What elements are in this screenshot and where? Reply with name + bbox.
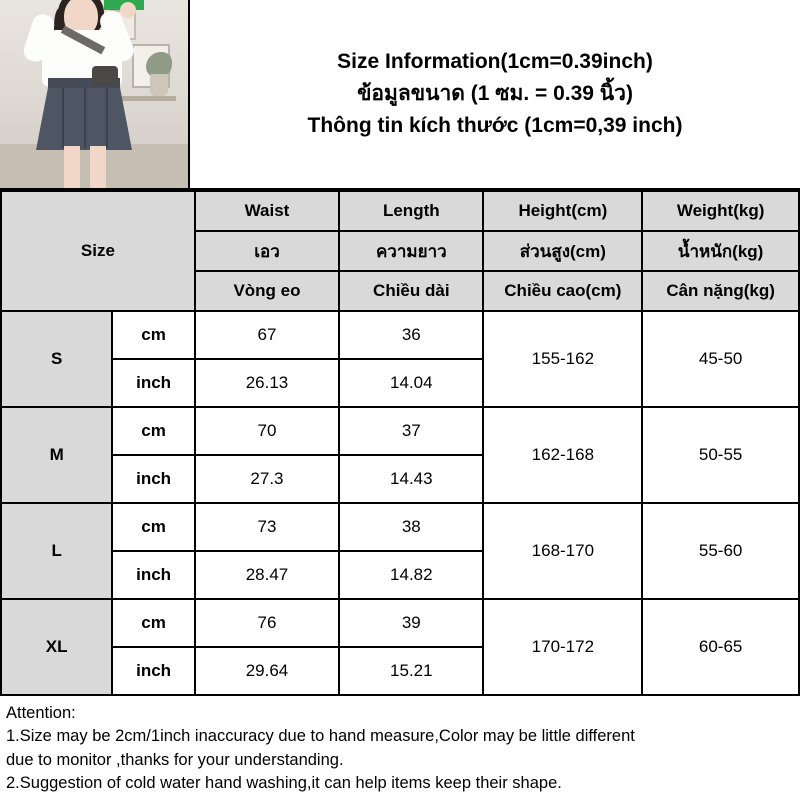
unit-inch: inch <box>112 647 194 695</box>
header-length-en: Length <box>339 191 483 231</box>
skirt-pleat <box>62 88 64 148</box>
model-leg-left <box>64 146 80 188</box>
row-size-xl: XL <box>1 599 112 695</box>
product-photo <box>0 0 190 188</box>
unit-inch: inch <box>112 551 194 599</box>
skirt-pleat <box>106 88 108 148</box>
l-waist-inch: 28.47 <box>195 551 339 599</box>
title-line-en: Size Information(1cm=0.39inch) <box>337 49 653 73</box>
attention-line-1: 1.Size may be 2cm/1inch inaccuracy due to hand measure,Color may be little different <box>6 727 635 746</box>
unit-cm: cm <box>112 599 194 647</box>
l-waist-cm: 73 <box>195 503 339 551</box>
m-waist-cm: 70 <box>195 407 339 455</box>
row-size-m: M <box>1 407 112 503</box>
xl-length-cm: 39 <box>339 599 483 647</box>
s-length-inch: 14.04 <box>339 359 483 407</box>
header-waist-vi: Vòng eo <box>195 271 339 311</box>
header-waist-en: Waist <box>195 191 339 231</box>
unit-inch: inch <box>112 455 194 503</box>
table-row <box>1 599 799 647</box>
table-row <box>1 311 799 359</box>
header-weight-en: Weight(kg) <box>642 191 799 231</box>
s-waist-inch: 26.13 <box>195 359 339 407</box>
skirt-pleat <box>84 88 86 148</box>
l-height: 168-170 <box>483 503 642 599</box>
row-size-l: L <box>1 503 112 599</box>
header-weight-vi: Cân nặng(kg) <box>642 271 799 311</box>
xl-height: 170-172 <box>483 599 642 695</box>
model-figure <box>34 0 130 188</box>
model-leg-right <box>90 146 106 188</box>
unit-inch: inch <box>112 359 194 407</box>
table-row <box>1 503 799 551</box>
header-height-vi: Chiều cao(cm) <box>483 271 642 311</box>
m-length-inch: 14.43 <box>339 455 483 503</box>
header-weight-th: น้ำหนัก(kg) <box>642 231 799 271</box>
xl-weight: 60-65 <box>642 599 799 695</box>
l-weight: 55-60 <box>642 503 799 599</box>
m-waist-inch: 27.3 <box>195 455 339 503</box>
model-hand-right <box>120 2 136 18</box>
s-length-cm: 36 <box>339 311 483 359</box>
header-length-th: ความยาว <box>339 231 483 271</box>
unit-cm: cm <box>112 503 194 551</box>
shoulder-bag <box>92 66 118 86</box>
size-table <box>0 190 800 696</box>
attention-block <box>0 696 800 796</box>
s-weight: 45-50 <box>642 311 799 407</box>
l-length-cm: 38 <box>339 503 483 551</box>
m-height: 162-168 <box>483 407 642 503</box>
table-row <box>1 407 799 455</box>
m-length-cm: 37 <box>339 407 483 455</box>
xl-waist-cm: 76 <box>195 599 339 647</box>
header-size: Size <box>1 191 195 311</box>
title-line-vi: Thông tin kích thước (1cm=0,39 inch) <box>307 114 683 138</box>
header <box>0 0 800 190</box>
xl-waist-inch: 29.64 <box>195 647 339 695</box>
title-block <box>190 0 800 188</box>
attention-line-2: due to monitor ,thanks for your understanding. <box>6 750 344 769</box>
attention-line-3: 2.Suggestion of cold water hand washing,it can help items keep their shape. <box>6 774 562 793</box>
s-waist-cm: 67 <box>195 311 339 359</box>
plant-pot <box>150 74 168 96</box>
m-weight: 50-55 <box>642 407 799 503</box>
header-height-en: Height(cm) <box>483 191 642 231</box>
unit-cm: cm <box>112 407 194 455</box>
header-height-th: ส่วนสูง(cm) <box>483 231 642 271</box>
attention-heading: Attention: <box>6 704 76 722</box>
row-size-s: S <box>1 311 112 407</box>
header-waist-th: เอว <box>195 231 339 271</box>
table-header-row-1 <box>1 191 799 231</box>
l-length-inch: 14.82 <box>339 551 483 599</box>
xl-length-inch: 15.21 <box>339 647 483 695</box>
unit-cm: cm <box>112 311 194 359</box>
title-line-th: ข้อมูลขนาด (1 ซม. = 0.39 นิ้ว) <box>357 81 633 105</box>
s-height: 155-162 <box>483 311 642 407</box>
header-length-vi: Chiều dài <box>339 271 483 311</box>
